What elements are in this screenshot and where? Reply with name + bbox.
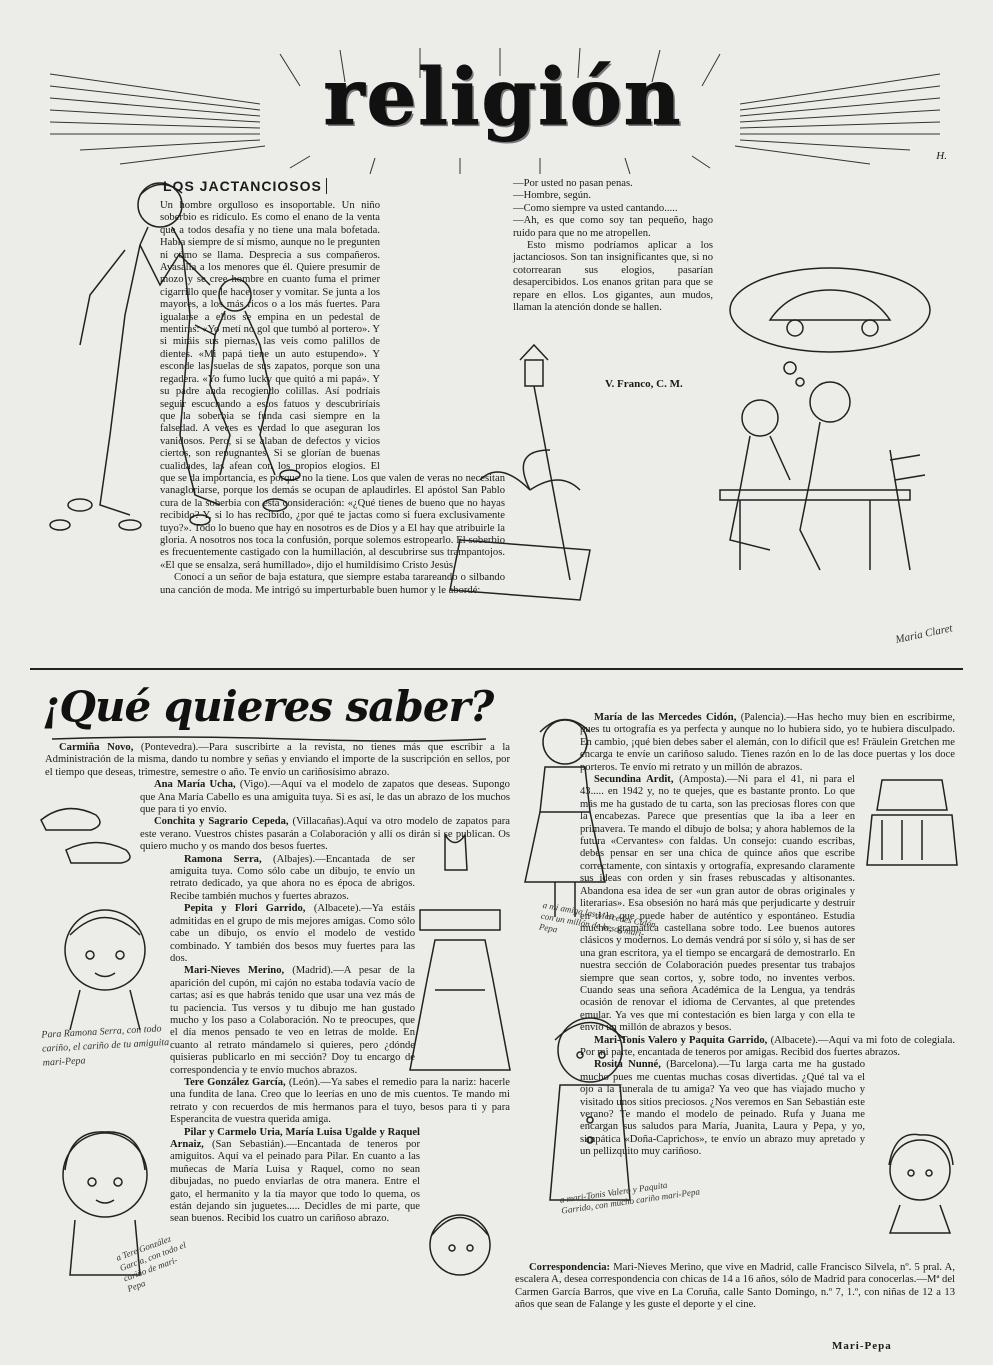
- answer-name: María de las Mercedes Cidón,: [594, 712, 737, 723]
- answer-text: —Aquí va el modelo de zapatos que deseas. Supongo que Ana María Cabello es una amiguita tuya. Si es así, le das un abrazo de los muchos que para ti yo envío.: [140, 779, 510, 816]
- answer-text: —Aquí va mi foto de colegiala. Por mi parte, encantada de teneros por amigas. Recibid dos fuertes abrazos.: [580, 1034, 955, 1058]
- hairstyle-drawing: [420, 1200, 500, 1300]
- answer-entry: [580, 774, 855, 1035]
- answer-name: Correspondencia:: [529, 1262, 611, 1273]
- answer-text: —Para suscribirte a la revista, no tienes más que escribir a la Administración de la misma, dando tu nombre y señas y enviando el importe de la suscripción en sellos, por el tiempo que deseas, trimestre, semestre o año. Te envío un cariñosísimo abrazo.: [45, 742, 510, 778]
- answer-text: —Has hecho muy bien en escribirme, pues tu ortografía es ya perfecta y aunque no lo hubiera sido, yo te hubiera disculpado. En cambio, ¡qué bien debes saber el alemán, con lo difícil que es! Fräulein Gretchen me encarga te envíe un cariñoso saludo. Tienes razón en lo de las doce puertas y los doce porteros. Te envío mi retrato y un millón de abrazos.: [580, 712, 955, 773]
- answer-text: —Tu larga carta me ha gustado mucho pues me cuentas muchas cosas divertidas. ¿Qué tal va el ojo a la funerala de tu amiga? Ya veo que has viajado mucho y visitado unos sitios preciosos. ¿Nos veremos en San Sebastián este verano? Te mando el modelo de peinado. Rufa y Juana me encargan sus saludos para María, Juanita, Laura y Pepa, y yo, simpática «Doña-Caprichos», te envío un abrazo muy apretado y un pellizquito muy cariñoso.: [580, 1059, 865, 1158]
- answer-place: (Palencia).: [740, 712, 787, 723]
- answer-name: Mari-Nieves Merino,: [184, 965, 285, 977]
- dedication-ramona: Para Ramona Serra, con todo cariño, el cariño de tu amiguita mari-Pepa: [41, 1023, 170, 1069]
- dedication-maritonis: a mari-Tonis Valero y Paquita Garrido, con mucho cariño mari-Pepa: [559, 1179, 701, 1216]
- answer-name: Mari-Tonis Valero y Paquita Garrido,: [594, 1034, 768, 1046]
- answer-place: (Amposta).: [679, 774, 728, 786]
- answer-text: —Ya estáis admitidas en el grupo de mis mejores amigas. Como sólo cabe un dibujo, os envío el modelo de vestido combinado. Y también dos besos muy fuertes para las dos.: [170, 903, 415, 964]
- answer-entry: [140, 779, 510, 816]
- answer-entry: [580, 712, 955, 774]
- answer-text: —Ya sabes el remedio para la nariz: hacerle una fundita de lana. Creo que lo leerías en uno de mis cuentos. Te mando mi retrato y con recuerdos de mis hermanos para el tuyo, besos para ti y para Esperancita de vuestra querida amiga.: [170, 1076, 510, 1126]
- article1-dialogue-line: —Como siempre va usted cantando.....: [513, 202, 678, 214]
- answer-name: Rosita Nunné,: [594, 1059, 661, 1071]
- handbag-drawing: [862, 770, 962, 870]
- page-mark: H.: [936, 150, 947, 162]
- answer-text: Aquí va otro modelo de zapatos para este verano. Vuestros chistes pasarán a Colaboración y allí os dirán si se publican. Os quiero mucho y os mando dos besos fuertes.: [140, 816, 510, 853]
- section-divider: [30, 668, 963, 670]
- answer-entry: [45, 742, 510, 779]
- answer-text: Mari-Nieves Merino, que vive en Madrid, calle Francisco Silvela, nº. 5 pral. A, escalera A, desea correspondencia con chicas de 14 a 16 años, sólo de Madrid para conocerlas.—Mª del Carmen García Barros, que vive en La Coruña, calle Santo Domingo, n.º 7, 1.º, con niñas de 12 a 13 años que sean de Falange y les guste el deporte y el cine.: [515, 1262, 955, 1311]
- article1-author: V. Franco, C. M.: [605, 378, 683, 390]
- answer-name: Pilar y Carmelo Uria, María Luisa Ugalde y Raquel Arnaiz,: [170, 1126, 420, 1150]
- dedication-mercedes: a mi amiga las Mercedes Cidón con un millón de besos mari-Pepa: [538, 899, 657, 939]
- correspondence-block: [515, 1262, 955, 1334]
- shoe-drawings: [36, 795, 166, 865]
- answer-text: —Encantada de teneros por amiguitos. Aquí va el peinado para Pilar. En cuanto a las muñecas de María Luisa y Raquel, como no sean dibujadas, no puedo enviarlas de otra manera. Entre el gato, el hermanito y la tía mayor que todo lo quema, os están dejando sin juguetes..... Decidles de mi parte, que sean buenos. Recibid los cuatro un cariñoso abrazo.: [170, 1139, 420, 1225]
- answer-text: —Encantada de ser amiguita tuya. Como sólo cabe un dibujo, te envío un retrato dedicado, ya que ahora no es época de abrigos. Recibe también muchos y fuertes abrazos.: [170, 853, 416, 902]
- park-bench-illustration: [470, 250, 940, 580]
- girl-portrait-drawing: [40, 895, 170, 1035]
- illustration-signature: Maria Claret: [894, 622, 954, 647]
- answer-entry: [170, 903, 415, 965]
- answer-entry: [170, 965, 415, 1077]
- answer-text: —Ni para el 41, ni para el 43..... en 1942 y, no te quejes, que es bastante pronto. Lo que más me ha gustado de tu carta, son las preciosas flores con que la encabezas. Parece que presentías que la iba a leer en primavera. Te mando el dibujo de bolsa; y ahora hablemos de la futura «Cervantes» con faldas. Un consejo: cuando escribas, debes pensar en ser una chica de quince años que escribe correctamente, con sintaxis y ortografía, expresando claramente sus ideas con orden y sin frases rebuscadas y altisonantes. Abandona esa idea de ser «un gran autor de obras originales y literarias». Esa obsesión no hará más que perjudicarte y destruir en ti lo que puede haber de auténtico y espontáneo. Estudia mucho, gramática castellana sobre todo. Lee buenos autores clásicos y modernos. Lo demás vendrá por sí sólo y, si has de ser una gran escritora, ya el tiempo se encargará de demostrarlo. En nuestra sección de Colaboración puedes presentar tus trabajos siempre que sean cortos, y, sobre todo, no inventes verbos. Cuando seas una señora Académica de la Lengua, ya tendrás ocasión de renovar el idioma de Cervantes, al que pretendes emular. Ya ves que mi contestación es bien larga y con ella te envío un millón de abrazos y besos.: [580, 774, 856, 1034]
- article1-dialogue-line: —Hombre, según.: [513, 190, 591, 202]
- doll-drawing: [520, 712, 610, 922]
- answer-entry: [170, 1077, 510, 1127]
- section2-signature: Mari-Pepa: [832, 1340, 892, 1352]
- article1-paragraph: Un hombre orgulloso es insoportable. Un niño soberbio es ridículo. Es como el enano de la venta que a todos desafía y no tiene una mala bofetada. Habla siempre de sí mismo, aunque no le pregunten ni cómo se llama. Desprecia a sus compañeros. Avasalla a los menores que él. Quiere presumir de mozo y se cree hombre en cuanto fuma el primer cigarrillo que le hace toser y vomitar. Se junta a los mayores, a los más ricos o a los más fuertes. Para igualarse a ellos se empina en un pedestal de mentiras: «Yo metí no gol que tumbó al portero». Y si miráis sus piernas, las veis como palillos de dientes. «Mi papá tiene un auto estupendo». Y esconde las suelas de sus zapatos, porque son una regadera. «Yo fumo lucky que quitó a mi papá». Y su padre anda recogiendo colillas. Así podríais seguir escuchando a estos fatuos y descubriríais que la soberbia se funda casi siempre en la falsedad. A veces es verdad lo que aseguran los vanidosos. Pero, si se alaban de defectos y vicios ciertos, son repugnantes. Si se glorían de buenas cualidades, las afean con los propios elogios. El que se da importancia, es porque no la tiene. Los que valen de veras no necesitan vanagloriarse, porque los demás se ocupan de aplaudirles. El apóstol San Pablo cura de la soberbia con esta consideración: «¿Qué tienes de bueno que no hayas recibido? Y, si lo has recibido, ¿por qué te jactas como si fuera exclusivamente tuyo?». Todo lo bueno que hay en nosotros es de Dios y a El hay que atribuirle la gloria. A nosotros nos toca la confusión, porque solemos estropearlo. El soberbio es frecuentemente castigado con la humillación, al descubrirse sus trampantojos. «El que se ensalza, será humillado», dijo el humildísimo Cristo Jesús.: [160, 200, 505, 571]
- answer-name: Ramona Serra,: [184, 853, 262, 865]
- article1-dialogue-line: —Ah, es que como soy tan pequeño, hago ruido para que no me atropellen.: [513, 215, 713, 239]
- article1-paragraph: Esto mismo podríamos aplicar a los jactanciosos. Son tan insignificantes que, si no cotorrearan sus elogios, pasarían desapercibidos. Los enanos gritan para que se repare en ellos. Los gigantes, aun mudos, llaman la atención donde se hallen.: [513, 240, 713, 314]
- article1-title: LOS JACTANCIOSOS: [163, 178, 327, 194]
- answer-place: (San Sebastián).: [211, 1139, 287, 1150]
- answer-entry: [170, 854, 415, 904]
- answer-name: Secundina Ardit,: [594, 774, 674, 786]
- answer-place: (Barcelona).: [666, 1059, 719, 1071]
- answer-place: (Albajes).: [273, 853, 316, 865]
- article1-dialogue-line: —Por usted no pasan penas.: [513, 178, 633, 189]
- schoolgirl-drawing: [530, 1010, 650, 1210]
- article1-col-left: [160, 178, 505, 636]
- answer-name: Tere González García,: [184, 1076, 286, 1088]
- answer-place: (Albacete).: [313, 903, 362, 915]
- header-banner: [40, 46, 955, 176]
- answer-name: Carmiña Novo,: [59, 742, 134, 753]
- answer-name: Conchita y Sagrario Cepeda,: [154, 816, 289, 828]
- answer-place: (Pontevedra).: [140, 742, 199, 753]
- banner-title: religión: [323, 52, 683, 143]
- section2-title: ¡Qué quieres saber?: [42, 682, 494, 731]
- woman-portrait-drawing: [875, 1125, 965, 1235]
- answer-place: (Albacete).: [770, 1034, 818, 1046]
- article1-paragraph: Conocí a un señor de baja estatura, que siempre estaba tarareando o silbando una canción de moda. Me intrigó su imperturbable buen humor y le abordé:: [160, 572, 505, 596]
- answer-place: (Vigo).: [239, 779, 271, 791]
- answer-text: —A pesar de la aparición del cupón, mi cajón no estaba todavía vacío de cartas; así es que habrás tenido que usar una vez más de tu paciencia. Tus versos y tu dibujo me han gustado mucho y los paso a Colaboración. No te preocupes, que el día menos pensado te veo en letras de molde. En cuanto al retrato mándamelo si quieres, pero ¿dónde quisieras publicarlo en mi sección? Doy tu encargo de correspondencia y te envío muchos abrazos.: [170, 965, 416, 1076]
- dress-drawing: [405, 830, 515, 1080]
- answer-entry: [170, 1127, 420, 1226]
- answer-name: Pepita y Flori Garrido,: [184, 903, 306, 915]
- answer-name: Ana María Ucha,: [154, 779, 236, 791]
- answer-place: (León).: [288, 1076, 321, 1088]
- answer-place: (Villacañas).: [292, 816, 347, 828]
- dedication-tere: a Tere González García, con todo el cariño de mari-Pepa: [114, 1233, 188, 1294]
- answer-place: (Madrid).: [292, 965, 334, 977]
